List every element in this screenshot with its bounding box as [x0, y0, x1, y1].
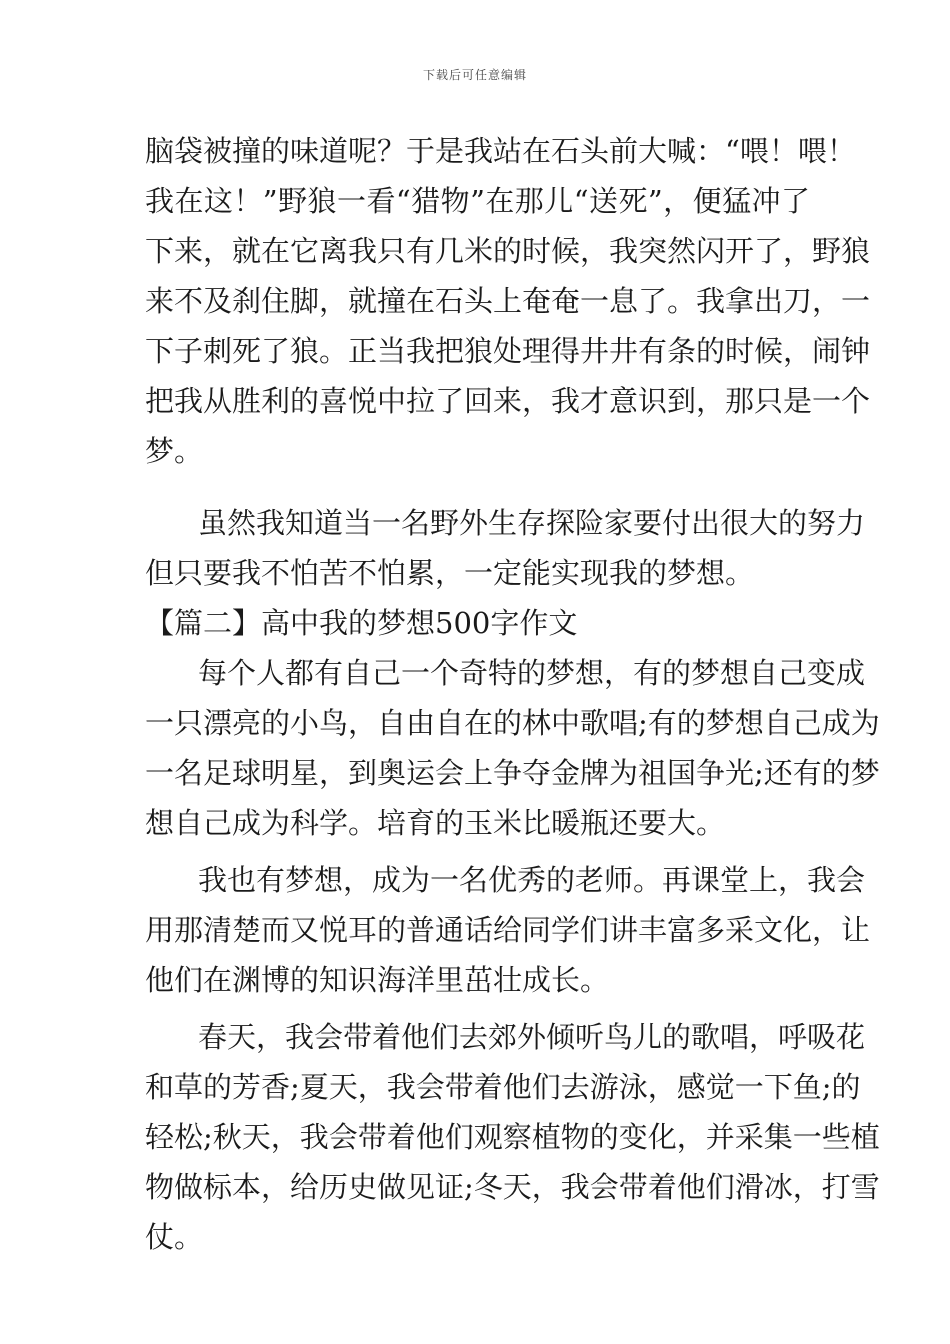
document-body — [145, 126, 880, 1262]
text-line: 想自己成为科学。培育的玉米比暖瓶还要大。 — [145, 806, 726, 840]
text-line: 下来，就在它离我只有几米的时候，我突然闪开了，野狼 — [145, 234, 871, 268]
text-line: 每个人都有自己一个奇特的梦想，有的梦想自己变成 — [198, 656, 866, 690]
text-line: 用那清楚而又悦耳的普通话给同学们讲丰富多采文化，让 — [145, 913, 871, 947]
section-heading-text: 【篇二】高中我的梦想500字作文 — [145, 606, 578, 640]
paragraph — [145, 498, 866, 598]
text-line: 来不及刹住脚，就撞在石头上奄奄一息了。我拿出刀，一 — [145, 284, 871, 318]
text-line: 我也有梦想，成为一名优秀的老师。再课堂上，我会 — [198, 863, 866, 897]
text-line: 一名足球明星，到奥运会上争夺金牌为祖国争光;还有的梦 — [145, 756, 880, 790]
paragraph — [145, 1012, 880, 1262]
text-line: 一只漂亮的小鸟，自由自在的林中歌唱;有的梦想自己成为 — [145, 706, 880, 740]
text-line: 春天，我会带着他们去郊外倾听鸟儿的歌唱，呼吸花 — [198, 1020, 866, 1054]
section-heading — [145, 598, 810, 648]
text-line: 他们在渊博的知识海洋里茁壮成长。 — [145, 963, 610, 997]
text-line: 我在这！”野狼一看“猎物”在那儿“送死”，便猛冲了 — [145, 184, 810, 218]
text-line: 和草的芳香;夏天，我会带着他们去游泳，感觉一下鱼;的 — [145, 1070, 861, 1104]
page-header: 下载后可任意编辑 — [422, 68, 527, 82]
paragraph — [145, 648, 880, 848]
text-line: 虽然我知道当一名野外生存探险家要付出很大的努力 — [198, 506, 866, 540]
text-line: 物做标本，给历史做见证;冬天，我会带着他们滑冰，打雪 — [145, 1170, 880, 1204]
text-line: 轻松;秋天，我会带着他们观察植物的变化，并采集一些植 — [145, 1120, 880, 1154]
text-line: 仗。 — [145, 1220, 204, 1254]
text-line: 把我从胜利的喜悦中拉了回来，我才意识到，那只是一个 — [145, 384, 871, 418]
text-line: 梦。 — [145, 434, 204, 468]
text-line: 脑袋被撞的味道呢？于是我站在石头前大喊：“喂！喂！ — [145, 134, 856, 168]
text-line: 但只要我不怕苦不怕累，一定能实现我的梦想。 — [145, 556, 755, 590]
paragraph — [145, 126, 871, 476]
text-line: 下子刺死了狼。正当我把狼处理得井井有条的时候，闹钟 — [145, 334, 871, 368]
paragraph — [145, 855, 871, 1005]
